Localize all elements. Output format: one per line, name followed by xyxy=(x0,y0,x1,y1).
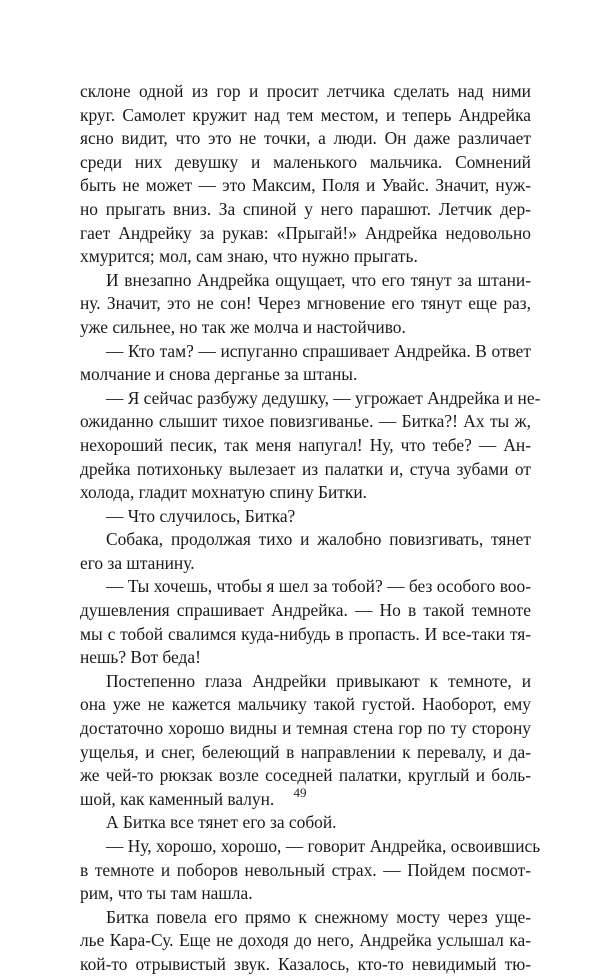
text-line: круг. Самолет кружит над тем местом, и теперь Андрейка xyxy=(80,104,531,125)
text-line: быть не может — это Максим, Поля и Увайс. Значит, нуж- xyxy=(80,175,531,196)
text-line: шой, как каменный валун. xyxy=(80,788,275,809)
text-line: Собака, продолжая тихо и жалобно повизгивать, тянет xyxy=(106,529,531,550)
book-page-text xyxy=(80,80,541,977)
text-line: достаточно хорошо видны и темная стена гор по ту сторону xyxy=(80,718,531,739)
text-line: — Что случилось, Битка? xyxy=(106,505,296,526)
text-line: И внезапно Андрейка ощущает, что его тянут за штани- xyxy=(106,269,531,290)
text-line: ну. Значит, это не сон! Через мгновение его тянут еще раз, xyxy=(80,293,531,314)
text-line: но прыгать вниз. За спиной у него парашют. Летчик дер- xyxy=(80,198,531,219)
text-line: хмурится; мол, сам знаю, что нужно прыгать. xyxy=(80,246,418,267)
text-line: — Ты хочешь, чтобы я шел за тобой? — без особого воо- xyxy=(106,576,531,597)
text-line: же чей-то рюкзак возле соседней палатки, круглый и боль- xyxy=(80,765,531,786)
text-line: лье Кара-Су. Еще не доходя до него, Андрейка услышал ка- xyxy=(80,930,531,951)
text-line: среди них девушку и маленького мальчика. Сомнений xyxy=(80,151,531,172)
text-line: ущелья, и снег, белеющий в направлении к перевалу, и да- xyxy=(80,741,531,762)
text-line: в темноте и поборов невольный страх. — Пойдем посмот- xyxy=(80,859,531,880)
text-line: дрейка потихоньку вылезает из палатки и, стуча зубами от xyxy=(80,458,531,479)
text-line: мы с тобой свалимся куда-нибудь в пропасть. И все-таки тя- xyxy=(80,623,531,644)
text-line: рим, что ты там нашла. xyxy=(80,883,253,904)
text-line: ожиданно слышит тихое повизгиванье. — Битка?! Ах ты ж, xyxy=(80,411,531,432)
text-line: молчание и снова дерганье за штаны. xyxy=(80,364,358,385)
text-line: его за штанину. xyxy=(80,552,195,573)
text-line: склоне одной из гор и просит летчика сделать над ними xyxy=(80,81,531,101)
text-line: душевления спрашивает Андрейка. — Но в такой темноте xyxy=(80,600,531,621)
text-line: ясно видит, что это не точки, а люди. Он даже различает xyxy=(80,128,531,149)
text-line: — Кто там? — испуганно спрашивает Андрейка. В ответ xyxy=(106,340,531,361)
text-line: Постепенно глаза Андрейки привыкают к темноте, и xyxy=(106,670,531,691)
text-line: — Ну, хорошо, хорошо, — говорит Андрейка, освоившись xyxy=(106,836,541,856)
text-line: гает Андрейку за рукав: «Прыгай!» Андрейка недовольно xyxy=(80,222,531,243)
text-line: кой-то отрывистый звук. Казалось, кто-то невидимый тю- xyxy=(80,953,531,974)
text-line: Битка повела его прямо к снежному мосту через уще- xyxy=(106,906,531,927)
text-line: — Я сейчас разбужу дедушку, — угрожает Андрейка и не- xyxy=(106,387,541,408)
text-line: холода, гладит мохнатую спину Битки. xyxy=(80,482,368,503)
text-line: уже сильнее, но так же молча и настойчиво. xyxy=(80,316,406,337)
text-line: А Битка все тянет его за собой. xyxy=(106,812,337,833)
text-line: нешь? Вот беда! xyxy=(80,647,201,668)
text-line: нехороший песик, так меня напугал! Ну, что тебе? — Ан- xyxy=(80,434,531,455)
text-line: она уже не кажется мальчику такой густой. Наоборот, ему xyxy=(80,694,531,715)
page-number: 49 xyxy=(293,785,307,800)
